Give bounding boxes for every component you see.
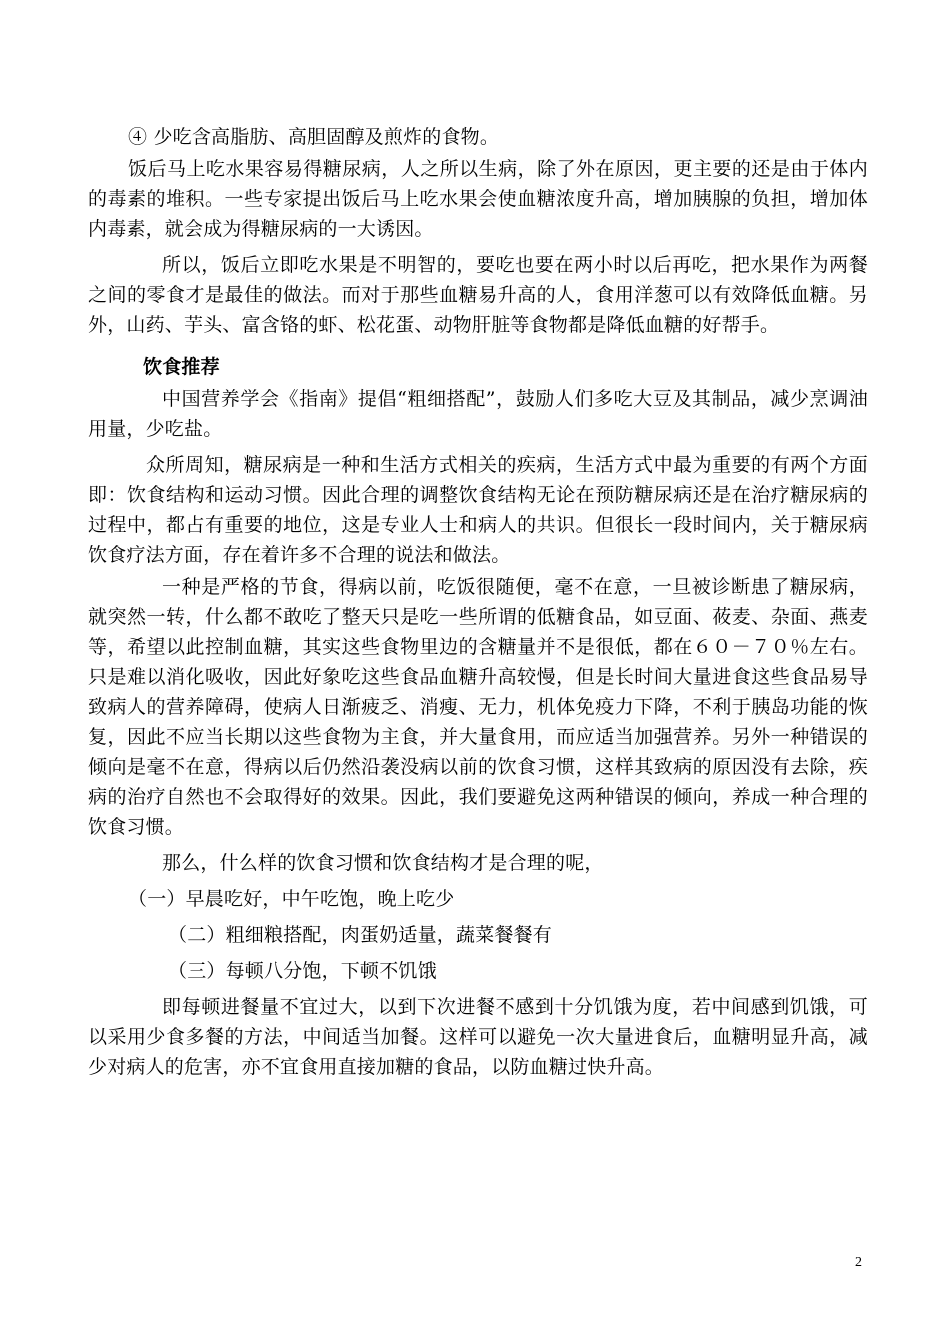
paragraph: 一种是严格的节食，得病以前，吃饭很随便，毫不在意，一旦被诊断患了糖尿病，就突然一转，什么都不敢吃了整天只是吃一些所谓的低糖食品，如豆面、莜麦、杂面、燕麦等，希望以此控制血糖，其实这些食物里边的含糖量并不是很低，都在６０－７０％左右。只是难以消化吸收，因此好象吃这些食品血糖升高较慢，但是长时间大量进食这些食品易导致病人的营养障碍，使病人日渐疲乏、消瘦、无力，机体免疫力下降，不利于胰岛功能的恢复，因此不应当长期以这些食物为主食，并大量食用，而应适当加强营养。另外一种错误的倾向是毫不在意，得病以后仍然沿袭没病以前的饮食习惯，这样其致病的原因没有去除，疾病的治疗自然也不会取得好的效果。因此，我们要避免这两种错误的倾向，养成一种合理的饮食习惯。 [88,576,868,838]
paragraph: 那么，什么样的饮食习惯和饮食结构才是合理的呢， [162,852,604,874]
paragraph: 中国营养学会《指南》提倡“粗细搭配”，鼓励人们多吃大豆及其制品，减少烹调油用量，少吃盐。 [88,388,868,440]
document-body [88,122,868,1082]
list-item-4: ④ 少吃含高脂肪、高胆固醇及煎炸的食物。 [128,126,500,148]
list-item: （一）早晨吃好，中午吃饱，晚上吃少 [128,888,455,910]
page-number: 2 [855,1255,862,1270]
paragraph: 所以，饭后立即吃水果是不明智的，要吃也要在两小时以后再吃，把水果作为两餐之间的零食才是最佳的做法。而对于那些血糖易升高的人，食用洋葱可以有效降低血糖。另外，山药、芋头、富含铬的虾、松花蛋、动物肝脏等食物都是降低血糖的好帮手。 [88,254,868,336]
list-item: （三）每顿八分饱，下顿不饥饿 [168,960,437,982]
paragraph: 饭后马上吃水果容易得糖尿病，人之所以生病，除了外在原因，更主要的还是由于体内的毒素的堆积。一些专家提出饭后马上吃水果会使血糖浓度升高，增加胰腺的负担，增加体内毒素，就会成为得糖尿病的一大诱因。 [88,158,868,240]
paragraph: 众所周知，糖尿病是一种和生活方式相关的疾病，生活方式中最为重要的有两个方面即：饮食结构和运动习惯。因此合理的调整饮食结构无论在预防糖尿病还是在治疗糖尿病的过程中，都占有重要的地位，这是专业人士和病人的共识。但很长一段时间内，关于糖尿病饮食疗法方面，存在着许多不合理的说法和做法。 [88,454,868,566]
section-heading: 饮食推荐 [143,356,220,378]
paragraph: 即每顿进餐量不宜过大，以到下次进餐不感到十分饥饿为度，若中间感到饥饿，可以采用少食多餐的方法，中间适当加餐。这样可以避免一次大量进食后，血糖明显升高，减少对病人的危害，亦不宜食用直接加糖的食品，以防血糖过快升高。 [88,996,868,1078]
list-item: （二）粗细粮搭配，肉蛋奶适量，蔬菜餐餐有 [168,924,553,946]
